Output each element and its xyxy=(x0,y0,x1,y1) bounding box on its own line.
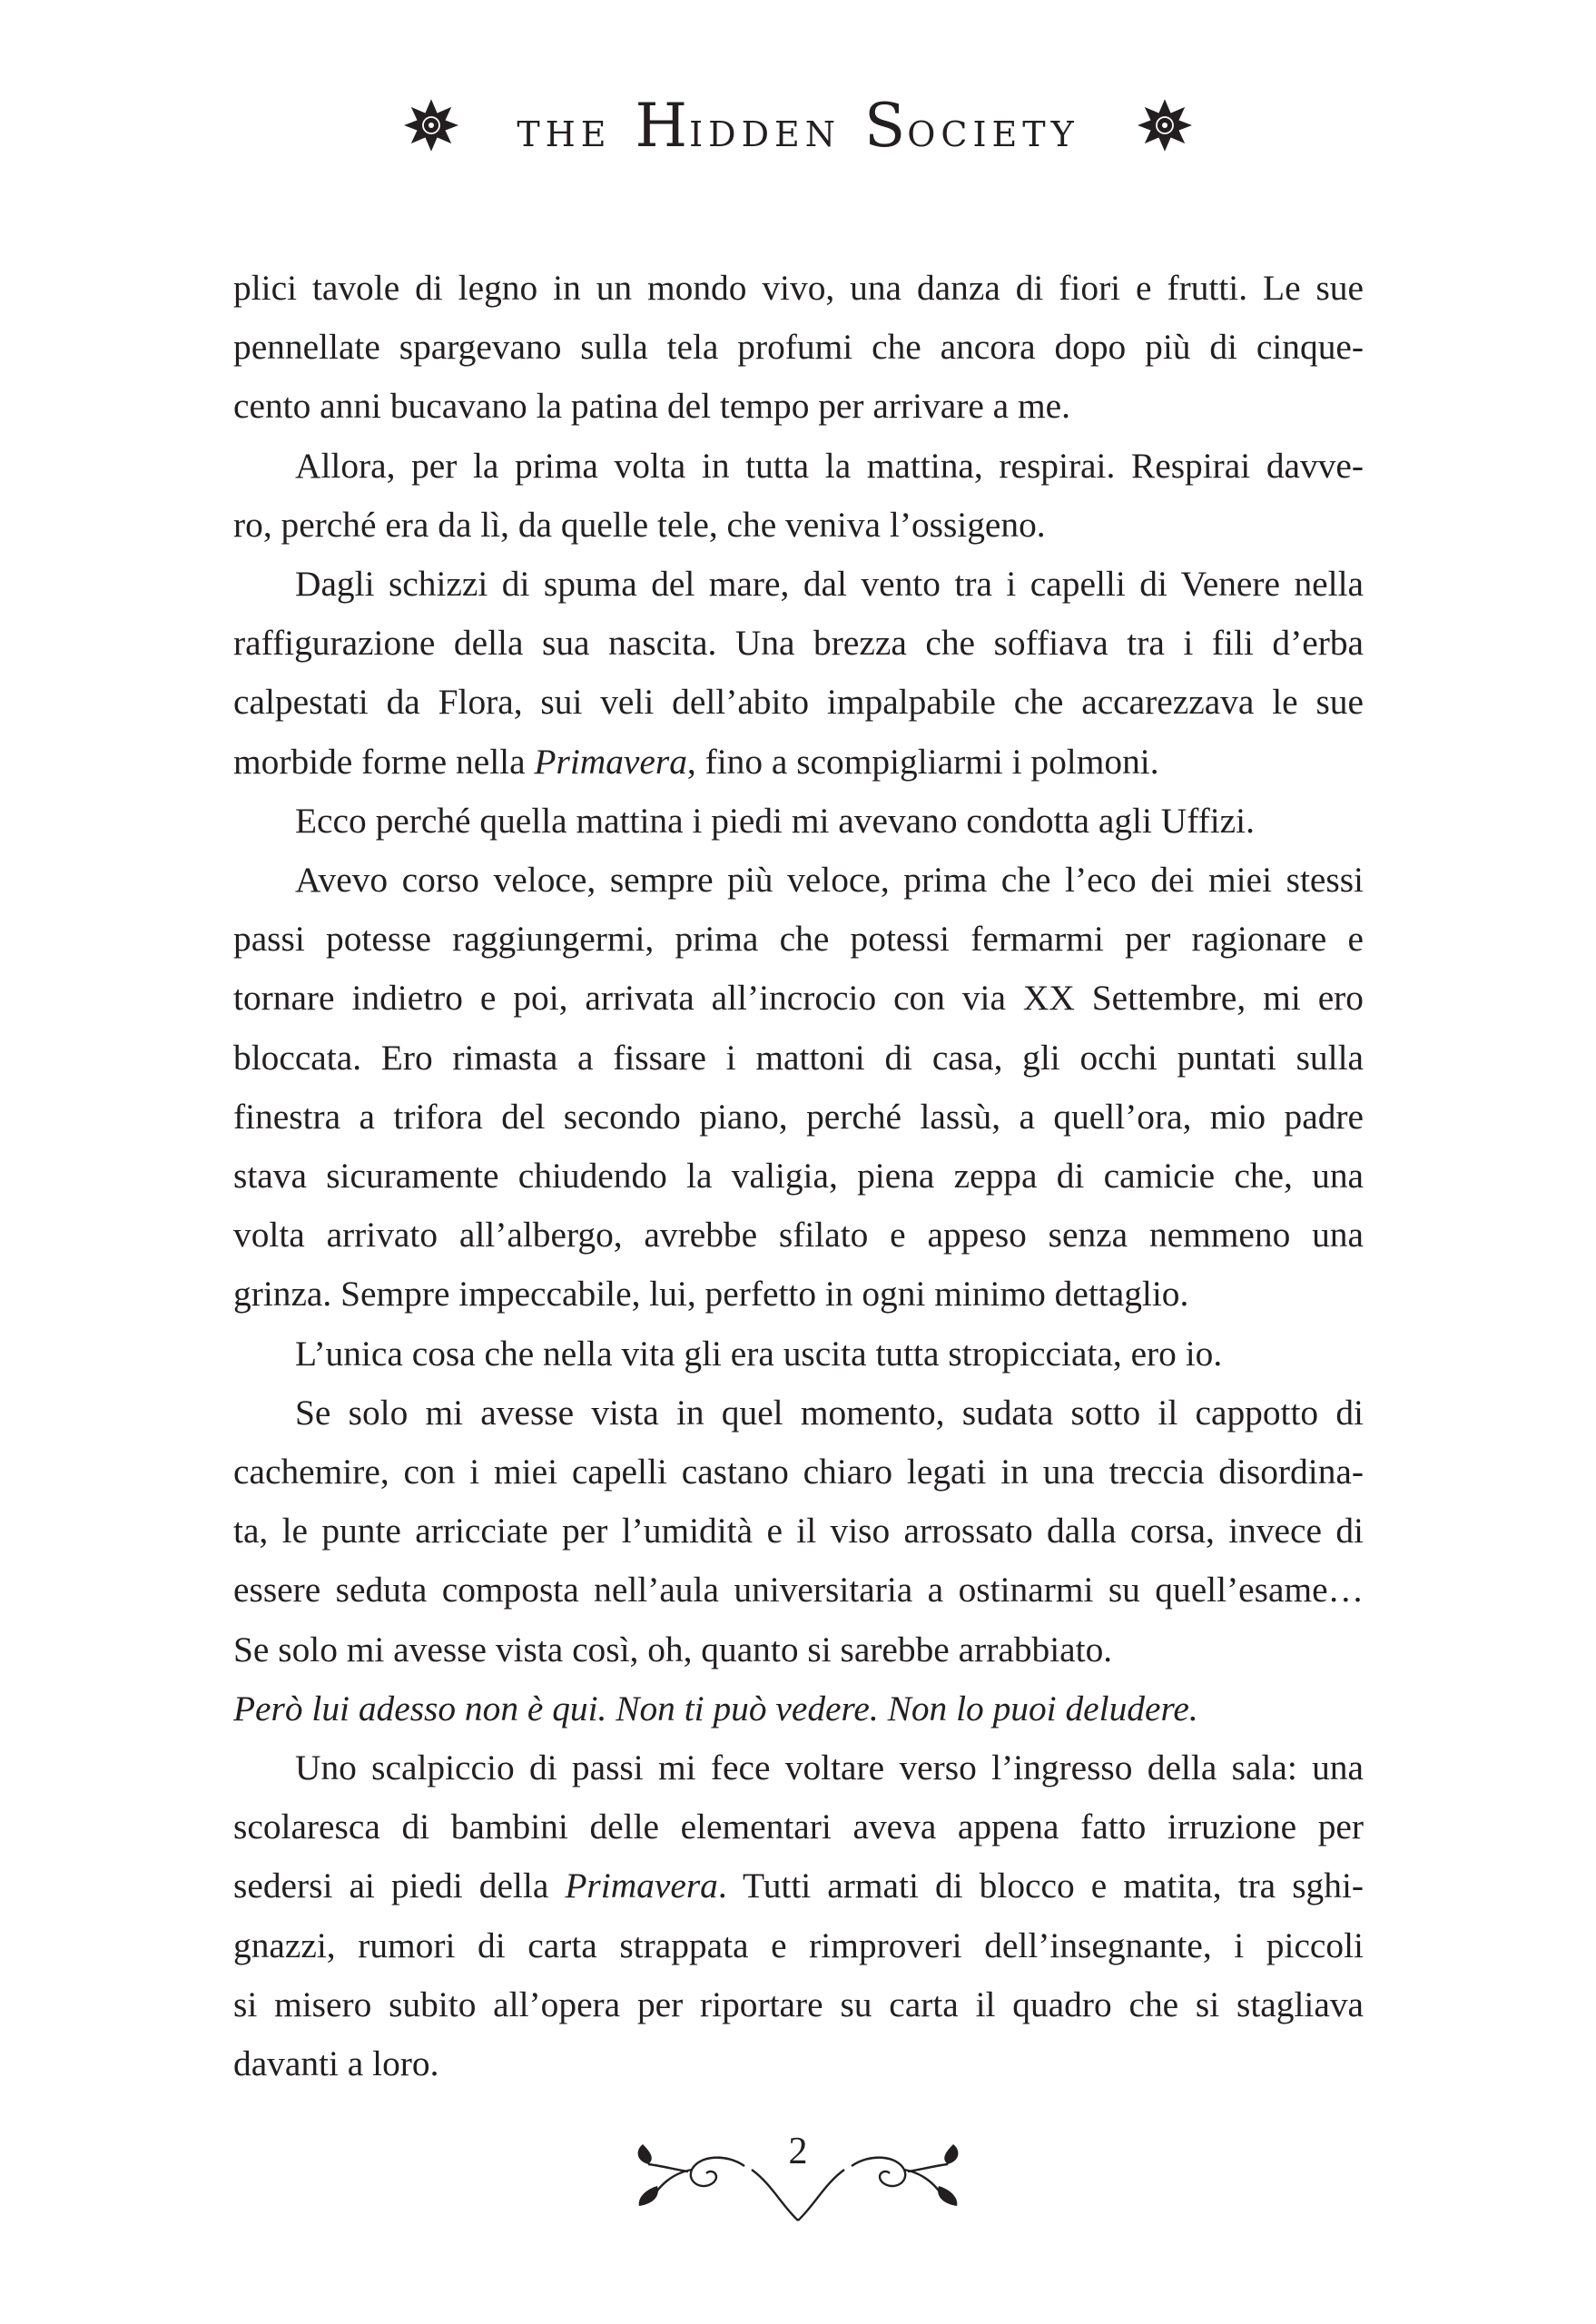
text-line xyxy=(233,1324,1364,1384)
text-line xyxy=(233,377,1364,436)
text-line xyxy=(233,733,1364,792)
text-run: Ecco perché quella mattina i piedi mi avevano condotta agli Uffizi. xyxy=(295,800,1255,841)
paragraph xyxy=(233,259,1364,437)
header-title-rest: IDDEN xyxy=(689,113,842,154)
paragraph xyxy=(233,1738,1364,2093)
text-line xyxy=(233,969,1364,1028)
text-line xyxy=(233,673,1364,732)
rosette-ornament-icon xyxy=(1138,98,1192,153)
text-line xyxy=(233,1975,1364,2034)
running-header xyxy=(0,87,1596,163)
text-line xyxy=(233,496,1364,555)
header-title xyxy=(517,91,1079,161)
paragraph xyxy=(233,851,1364,1324)
text-run: gnazzi, rumori di carta strappata e rimproveri dell’insegnante, i piccoli xyxy=(233,1925,1364,1965)
italic-text: Però lui adesso non è qui. Non ti può vedere. Non lo puoi deludere. xyxy=(233,1688,1198,1728)
text-line xyxy=(233,1443,1364,1502)
header-title-capital: H xyxy=(635,90,688,161)
page-number: 2 xyxy=(788,2131,808,2172)
header-title-word xyxy=(517,114,611,154)
text-run: volta arrivato all’albergo, avrebbe sfilato e appeso senza nemmeno una xyxy=(233,1215,1364,1256)
paragraph xyxy=(233,1679,1364,1738)
text-run: cento anni bucavano la patina del tempo per arrivare a me. xyxy=(233,386,1070,427)
text-run: cachemire, con i miei capelli castano chiaro legati in una treccia disordina- xyxy=(233,1452,1364,1492)
text-line xyxy=(233,851,1364,910)
text-line xyxy=(233,910,1364,969)
paragraph xyxy=(233,437,1364,555)
text-run: finestra a trifora del secondo piano, perché lassù, a quell’ora, mio padre xyxy=(233,1096,1364,1137)
text-run: Avevo corso veloce, sempre più veloce, prima che l’eco dei miei stessi xyxy=(295,860,1364,901)
text-run: grinza. Sempre impeccabile, lui, perfetto in ogni minimo dettaglio. xyxy=(233,1274,1189,1315)
text-line xyxy=(233,614,1364,673)
header-title-capital: S xyxy=(864,90,906,161)
text-line xyxy=(233,1916,1364,1975)
text-run: sedersi ai piedi della xyxy=(233,1866,566,1906)
text-line xyxy=(233,1029,1364,1088)
text-run: stava sicuramente chiudendo la valigia, piena zeppa di camicie che, una xyxy=(233,1156,1364,1196)
text-run: morbide forme nella xyxy=(233,741,535,782)
text-line xyxy=(233,437,1364,496)
rosette-ornament-icon xyxy=(404,98,458,153)
text-run: pennellate spargevano sulla tela profumi che ancora dopo più di cinque- xyxy=(233,327,1364,368)
paragraph xyxy=(233,792,1364,851)
header-title-rest: OCIETY xyxy=(907,113,1079,154)
italic-text: Primavera xyxy=(565,1866,718,1906)
text-run: . Tutti armati di blocco e matita, tra sghi- xyxy=(717,1866,1364,1906)
paragraph xyxy=(233,1324,1364,1384)
text-line xyxy=(233,1147,1364,1206)
text-run: ta, le punte arricciate per l’umidità e il viso arrossato dalla corsa, invece di xyxy=(233,1511,1364,1551)
text-run: bloccata. Ero rimasta a fissare i mattoni di casa, gli occhi puntati sulla xyxy=(233,1037,1364,1078)
text-run: passi potesse raggiungermi, prima che potessi fermarmi per ragionare e xyxy=(233,919,1364,960)
text-run: Uno scalpiccio di passi mi fece voltare verso l’ingresso della sala: una xyxy=(295,1748,1364,1788)
text-run: essere seduta composta nell’aula universitaria a ostinarmi su quell’esame… xyxy=(233,1570,1364,1610)
text-run: calpestati da Flora, sui veli dell’abito impalpabile che accarezzava le sue xyxy=(233,682,1364,723)
text-run: plici tavole di legno in un mondo vivo, una danza di fiori e frutti. Le sue xyxy=(233,268,1364,308)
text-run: Se solo mi avesse vista in quel momento, sudata sotto il cappotto di xyxy=(295,1392,1364,1433)
text-line xyxy=(233,1620,1364,1679)
text-line xyxy=(233,2034,1364,2093)
text-line xyxy=(233,1738,1364,1797)
text-line xyxy=(233,555,1364,614)
text-line xyxy=(233,1856,1364,1915)
text-run: si misero subito all’opera per riportare su carta il quadro che si stagliava xyxy=(233,1984,1364,2024)
text-line xyxy=(233,1265,1364,1324)
text-line xyxy=(233,792,1364,851)
paragraph xyxy=(233,1384,1364,1679)
italic-text: Primavera xyxy=(534,741,687,782)
header-title-word xyxy=(635,91,842,161)
text-line xyxy=(233,1088,1364,1147)
text-line xyxy=(233,1797,1364,1856)
header-title-rest: THE xyxy=(517,113,612,154)
text-run: , fino a scompigliarmi i polmoni. xyxy=(686,741,1159,782)
text-run: Dagli schizzi di spuma del mare, dal vento tra i capelli di Venere nella xyxy=(295,564,1364,605)
text-line xyxy=(233,1206,1364,1265)
text-run: scolaresca di bambini delle elementari aveva appena fatto irruzione per xyxy=(233,1807,1364,1847)
text-run: L’unica cosa che nella vita gli era uscita tutta stropicciata, ero io. xyxy=(295,1333,1223,1374)
paragraph xyxy=(233,555,1364,792)
text-line xyxy=(233,1561,1364,1620)
body-text xyxy=(233,259,1364,2093)
text-line xyxy=(233,1502,1364,1561)
text-line xyxy=(233,259,1364,318)
text-run: tornare indietro e poi, arrivata all’incrocio con via XX Settembre, mi ero xyxy=(233,978,1364,1019)
text-line xyxy=(233,318,1364,377)
text-run: davanti a loro. xyxy=(233,2043,439,2084)
text-line xyxy=(233,1679,1364,1738)
text-run: Allora, per la prima volta in tutta la mattina, respirai. Respirai davve- xyxy=(295,445,1364,486)
text-line xyxy=(233,1384,1364,1443)
header-title-word xyxy=(864,91,1079,161)
text-run: ro, perché era da lì, da quelle tele, che veniva l’ossigeno. xyxy=(233,504,1046,545)
text-run: raffigurazione della sua nascita. Una brezza che soffiava tra i fili d’erba xyxy=(233,623,1364,664)
text-run: Se solo mi avesse vista così, oh, quanto si sarebbe arrabbiato. xyxy=(233,1629,1113,1669)
